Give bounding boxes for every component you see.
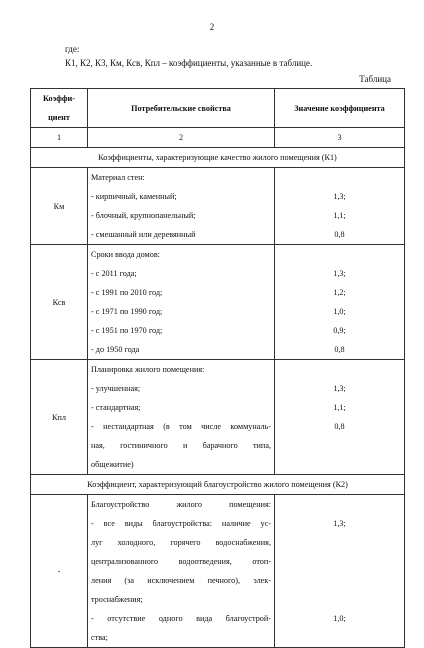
value-line: 1,3; (333, 519, 346, 528)
property-line: ства; (91, 633, 108, 642)
coefficient-code-ksv: Ксв (31, 245, 88, 360)
property-line: Благоустройство жилого помещения: (91, 500, 271, 509)
property-line: - стандартная; (91, 403, 141, 412)
value-line (278, 168, 401, 187)
table-row (31, 495, 405, 648)
intro-definition: К1, К2, К3, Км, Ксв, Кпл – коэффициенты, указанные в таблице. (65, 58, 313, 68)
value-line: 1,3; (333, 192, 346, 201)
table-row (31, 168, 405, 245)
property-line: - до 1950 года (91, 345, 140, 354)
section2-title: Коэффициент, характеризующий благоустройство жилого помещения (К2) (31, 475, 405, 495)
property-line: - отсутствие одного вида благоустрой- (91, 614, 271, 623)
value-line (278, 552, 401, 571)
section1-title: Коэффициенты, характеризующие качество жилого помещения (К1) (31, 148, 405, 168)
column-number-3: 3 (275, 128, 405, 148)
property-line: - смешанный или деревянный (91, 230, 196, 239)
section-row (31, 475, 405, 495)
value-line: 1,3; (333, 384, 346, 393)
column-number-row (31, 128, 405, 148)
column-number-2: 2 (88, 128, 275, 148)
value-line (278, 533, 401, 552)
header-coefficient-line1: Коэффи- (43, 94, 75, 103)
property-line: общежитие) (91, 460, 134, 469)
value-line: 1,0; (333, 307, 346, 316)
value-line: 1,1; (333, 211, 346, 220)
table-caption: Таблица (359, 74, 391, 84)
page-number: 2 (209, 22, 215, 32)
coefficient-code-k2: - (31, 495, 88, 648)
property-line: Сроки ввода домов: (91, 250, 160, 259)
property-line: Материал стен: (91, 173, 145, 182)
property-line: - с 1971 по 1990 год; (91, 307, 163, 316)
intro-where: где: (65, 44, 80, 54)
coefficient-code-km: Км (31, 168, 88, 245)
values-ksv (275, 245, 405, 360)
properties-ksv (88, 245, 275, 360)
header-coefficient (31, 89, 88, 128)
header-value: Значение коэффициента (275, 89, 405, 128)
property-line: - нестандартная (в том числе коммуналь- (91, 422, 271, 431)
value-line: 1,1; (333, 403, 346, 412)
coefficients-table (30, 88, 405, 648)
property-line: - все виды благоустройства: наличие ус- (91, 519, 271, 528)
value-line (278, 571, 401, 590)
table-row (31, 245, 405, 360)
header-properties: Потребительские свойства (88, 89, 275, 128)
property-line: - с 2011 года; (91, 269, 137, 278)
value-line (278, 360, 401, 379)
property-line: ная, гостиничного и барачного типа, (91, 441, 271, 450)
value-line: 0,8 (334, 230, 345, 239)
property-line: троснабжения; (91, 595, 143, 604)
values-k2 (275, 495, 405, 648)
header-row (31, 89, 405, 128)
table-row (31, 360, 405, 475)
value-line: 0,8 (334, 422, 345, 431)
property-line: централизованного водоотведения, отоп- (91, 557, 271, 566)
value-line: 1,3; (333, 269, 346, 278)
value-line: 1,2; (333, 288, 346, 297)
properties-km (88, 168, 275, 245)
value-line (278, 245, 401, 264)
property-line: - кирпичный, каменный; (91, 192, 177, 201)
column-number-1: 1 (31, 128, 88, 148)
coefficient-code-kpl: Кпл (31, 360, 88, 475)
values-km (275, 168, 405, 245)
value-line: 0,8 (334, 345, 345, 354)
properties-kpl (88, 360, 275, 475)
property-line: Планировка жилого помещения: (91, 365, 205, 374)
value-line: 0,9; (333, 326, 346, 335)
values-kpl (275, 360, 405, 475)
property-line: - с 1951 по 1970 год; (91, 326, 163, 335)
property-line: - улучшенная; (91, 384, 141, 393)
property-line: - с 1991 по 2010 год; (91, 288, 163, 297)
header-coefficient-line2: циент (48, 113, 70, 122)
property-line: ления (за исключением печного), элек- (91, 576, 271, 585)
section-row (31, 148, 405, 168)
value-line: 1,0; (333, 614, 346, 623)
properties-k2 (88, 495, 275, 648)
property-line: луг холодного, горячего водоснабжения, (91, 538, 271, 547)
value-line (278, 495, 401, 514)
property-line: - блочный, крупнопанельный; (91, 211, 196, 220)
